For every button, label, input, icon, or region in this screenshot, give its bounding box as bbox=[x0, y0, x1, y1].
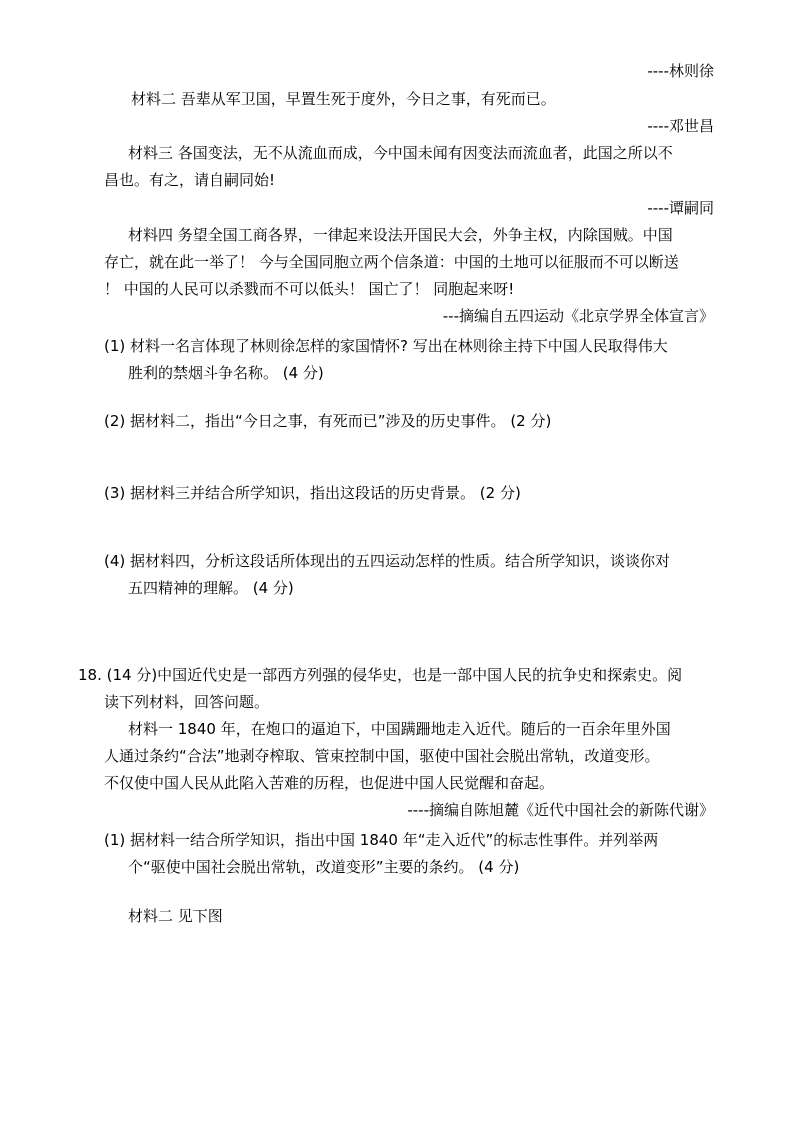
question-18-stem-line-1: 18. (14 分)中国近代史是一部西方列强的侵华史，也是一部中国人民的抗争史和探索史。阅 bbox=[78, 666, 683, 684]
material-1-line-1: 材料一 1840 年，在炮口的逼迫下，中国蹒跚地走入近代。随后的一百余年里外国 bbox=[128, 720, 671, 738]
material-2: 材料二 吾辈从军卫国，早置生死于度外，今日之事，有死而已。 bbox=[131, 90, 556, 108]
subquestion-1-line-1: (1) 材料一名言体现了林则徐怎样的家国情怀? 写出在林则徐主持下中国人民取得伟大 bbox=[104, 337, 668, 355]
material-4-line-1: 材料四 务望全国工商各界，一律起来设法开国民大会，外争主权，内除国贼。中国 bbox=[128, 226, 673, 244]
material-3-line-1: 材料三 各国变法，无不从流血而成，今中国未闻有因变法而流血者，此国之所以不 bbox=[128, 144, 673, 162]
material-4-line-3: ！ 中国的人民可以杀戮而不可以低头！ 国亡了！ 同胞起来呀! bbox=[104, 280, 515, 298]
q18-subquestion-1-line-2: 个“驱使中国社会脱出常轨，改道变形”主要的条约。 (4 分) bbox=[128, 858, 520, 876]
attribution-may-fourth: ---摘编自五四运动《北京学界全体宣言》 bbox=[442, 307, 714, 325]
attribution-tan-sitong: ----谭嗣同 bbox=[647, 199, 714, 217]
attribution-chen-xulu: ----摘编自陈旭麓《近代中国社会的新陈代谢》 bbox=[407, 801, 714, 819]
subquestion-4-line-2: 五四精神的理解。 (4 分) bbox=[128, 579, 294, 597]
material-1-line-2: 人通过条约“合法”地剥夺榨取、管束控制中国，驱使中国社会脱出常轨，改道变形。 bbox=[104, 747, 660, 765]
material-3-line-2: 昌也。有之，请自嗣同始! bbox=[104, 171, 276, 189]
subquestion-3: (3) 据材料三并结合所学知识，指出这段话的历史背景。 (2 分) bbox=[104, 484, 521, 502]
subquestion-1-line-2: 胜利的禁烟斗争名称。 (4 分) bbox=[128, 364, 324, 382]
attribution-lin-zexu: ----林则徐 bbox=[647, 62, 714, 80]
material-2-label: 材料二 见下图 bbox=[128, 907, 223, 925]
question-18-stem-line-2: 读下列材料，回答问题。 bbox=[104, 693, 270, 711]
attribution-deng-shichang: ----邓世昌 bbox=[647, 117, 714, 135]
material-1-line-3: 不仅使中国人民从此陷入苦难的历程，也促进中国人民觉醒和奋起。 bbox=[104, 774, 555, 792]
subquestion-4-line-1: (4) 据材料四，分析这段话所体现出的五四运动怎样的性质。结合所学知识，谈谈你对 bbox=[104, 552, 671, 570]
q18-subquestion-1-line-1: (1) 据材料一结合所学知识，指出中国 1840 年“走入近代”的标志性事件。并列举两 bbox=[104, 831, 659, 849]
material-4-line-2: 存亡，就在此一举了！ 今与全国同胞立两个信条道：中国的土地可以征服而不可以断送 bbox=[104, 253, 679, 271]
subquestion-2: (2) 据材料二，指出“今日之事，有死而已”涉及的历史事件。 (2 分) bbox=[104, 412, 552, 430]
